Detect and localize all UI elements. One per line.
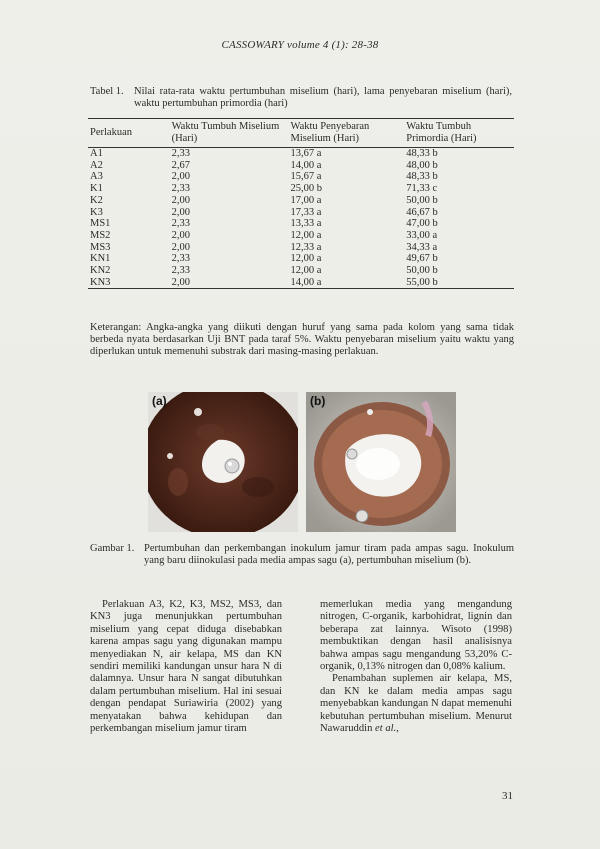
cell-waktu-tumbuh-miselium: 2,00: [171, 276, 190, 288]
cell-waktu-tumbuh-miselium: 2,67: [171, 159, 190, 171]
cell-waktu-tumbuh-primordia: 55,00 b: [406, 276, 438, 288]
figure-caption-text: Pertumbuhan dan perkembangan inokulum jamur tiram pada ampas sagu. Inokulum yang baru diinokulasi pada media ampas sagu (a), pertumbuhan miselium (b).: [144, 543, 514, 566]
photo-panel-a: [148, 392, 298, 532]
cell-waktu-tumbuh-miselium: 2,33: [171, 253, 190, 265]
table-row: [88, 171, 514, 183]
header-waktu-penyebaran-miselium: Waktu Penyebaran Miselium (Hari): [290, 121, 370, 144]
cell-perlakuan: KN3: [90, 276, 111, 288]
cell-waktu-tumbuh-miselium: 2,00: [171, 229, 190, 241]
cell-waktu-tumbuh-primordia: 33,00 a: [406, 229, 438, 241]
figure-caption: [90, 543, 514, 567]
table-row: [88, 183, 514, 195]
cell-waktu-tumbuh-primordia: 46,67 b: [406, 206, 438, 218]
cell-waktu-penyebaran-miselium: 14,00 a: [290, 159, 322, 171]
cell-waktu-tumbuh-primordia: 34,33 a: [406, 241, 438, 253]
cell-waktu-tumbuh-primordia: 48,00 b: [406, 159, 438, 171]
cell-perlakuan: MS1: [90, 218, 111, 230]
page-number: 31: [502, 790, 513, 802]
table-row: [88, 160, 514, 172]
cell-waktu-tumbuh-miselium: 2,00: [171, 241, 190, 253]
running-header: CASSOWARY volume 4 (1): 28-38: [221, 39, 379, 51]
paragraph-left: Perlakuan A3, K2, K3, MS2, MS3, dan KN3 juga menunjukkan pertumbuhan miselium yang cepat diduga disebabkan karena ampas sagu yang digunakan mampu menyediakan N, air kelapa, MS dan KN sendiri memiliki kandungan unsur hara N di dalamnya. Unsur hara N sangat dibutuhkan dalam pertumbuhan miselium. Hal ini sesuai dengan pendapat Suriawiria (2002) yang menyatakan bahwa kehidupan dan perkembangan miselium jamur tiram: [90, 599, 282, 735]
cell-perlakuan: A3: [90, 171, 103, 183]
header-perlakuan: Perlakuan: [90, 127, 132, 138]
panel-b-label: (b): [310, 394, 326, 408]
cell-perlakuan: KN1: [90, 253, 111, 265]
cell-waktu-tumbuh-miselium: 2,33: [171, 148, 190, 159]
paragraph-right-1: memerlukan media yang mengandung nitrogen, C-organik, karbohidrat, lignin dan beberapa zat lainnya. Wisoto (1998) membuktikan dengan hasil analisisnya bahwa ampas sagu mengandung 53,20% C-organik, 0,13% nitrogen dan 0,08% kalium.: [320, 599, 512, 673]
table-row: [88, 230, 514, 242]
cell-waktu-tumbuh-primordia: 50,00 b: [406, 265, 438, 277]
cell-perlakuan: MS3: [90, 241, 111, 253]
table-row: [88, 195, 514, 207]
table-row: [88, 253, 514, 265]
cell-waktu-penyebaran-miselium: 12,33 a: [290, 241, 322, 253]
photo-panel-b: [306, 392, 456, 532]
cell-perlakuan: MS2: [90, 229, 111, 241]
figure-caption-label: Gambar 1.: [90, 543, 135, 554]
cell-waktu-tumbuh-primordia: 48,33 b: [406, 171, 438, 183]
cell-waktu-tumbuh-primordia: 71,33 c: [406, 183, 438, 195]
cell-waktu-penyebaran-miselium: 12,00 a: [290, 253, 322, 265]
cell-waktu-penyebaran-miselium: 15,67 a: [290, 171, 322, 183]
cell-waktu-tumbuh-miselium: 2,00: [171, 171, 190, 183]
table-note: Keterangan: Angka-angka yang diikuti dengan huruf yang sama pada kolom yang sama tidak berbeda nyata berdasarkan Uji BNT pada taraf 5%. Waktu penyebaran miselium yaitu waktu yang diperlukan untuk memenuhi substrak dari masing-masing perlakuan.: [90, 322, 514, 357]
cell-perlakuan: A1: [90, 148, 103, 159]
paragraph-right-2: [320, 673, 512, 735]
table-caption-label: Tabel 1.: [90, 86, 124, 97]
cell-waktu-tumbuh-miselium: 2,33: [171, 218, 190, 230]
cell-perlakuan: K2: [90, 194, 103, 206]
table-caption-text: Nilai rata-rata waktu pertumbuhan miselium (hari), lama penyebaran miselium (hari), waktu pertumbuhan primordia (hari): [134, 86, 512, 109]
cell-waktu-tumbuh-miselium: 2,00: [171, 206, 190, 218]
table-row: [88, 148, 514, 160]
table-row: [88, 265, 514, 277]
cell-waktu-tumbuh-primordia: 48,33 b: [406, 148, 438, 159]
photo-a-image: [148, 392, 298, 532]
cell-perlakuan: A2: [90, 159, 103, 171]
cell-waktu-tumbuh-miselium: 2,33: [171, 265, 190, 277]
table-row: [88, 218, 514, 230]
table-row: [88, 242, 514, 254]
table-caption: [90, 86, 512, 110]
cell-waktu-penyebaran-miselium: 25,00 b: [290, 183, 323, 195]
header-waktu-tumbuh-miselium: Waktu Tumbuh Miselium (Hari): [171, 121, 280, 144]
cell-perlakuan: KN2: [90, 265, 111, 277]
et-al-italic: et al.: [375, 723, 397, 735]
body-column-right: [320, 599, 512, 735]
table-header-row: [88, 119, 514, 148]
cell-waktu-penyebaran-miselium: 17,33 a: [290, 206, 322, 218]
cell-waktu-tumbuh-primordia: 50,00 b: [406, 194, 438, 206]
cell-waktu-penyebaran-miselium: 12,00 a: [290, 229, 322, 241]
photo-b-image: [306, 392, 456, 532]
table-body: [88, 148, 514, 289]
cell-waktu-penyebaran-miselium: 13,33 a: [290, 218, 322, 230]
cell-waktu-penyebaran-miselium: 13,67 a: [290, 148, 322, 159]
body-column-left: [90, 599, 282, 735]
results-table: [88, 118, 514, 289]
cell-waktu-penyebaran-miselium: 14,00 a: [290, 276, 322, 288]
table-row: [88, 207, 514, 219]
cell-perlakuan: K3: [90, 206, 103, 218]
header-waktu-tumbuh-primordia: Waktu Tumbuh Primordia (Hari): [406, 121, 477, 144]
cell-perlakuan: K1: [90, 183, 103, 195]
cell-waktu-tumbuh-primordia: 47,00 b: [406, 218, 438, 230]
table-row: [88, 277, 514, 289]
cell-waktu-penyebaran-miselium: 17,00 a: [290, 194, 322, 206]
paragraph-right-2-end: ,: [396, 723, 399, 735]
paragraph-right-2-text: Penambahan suplemen air kelapa, MS, dan KN ke dalam media ampas sagu menyebabkan kandungan N dapat memenuhi kebutuhan pertumbuhan miselium. Menurut Nawaruddin: [320, 673, 512, 735]
cell-waktu-tumbuh-primordia: 49,67 b: [406, 253, 438, 265]
figure-1: [148, 392, 458, 532]
cell-waktu-penyebaran-miselium: 12,00 a: [290, 265, 322, 277]
cell-waktu-tumbuh-miselium: 2,00: [171, 194, 190, 206]
cell-waktu-tumbuh-miselium: 2,33: [171, 183, 190, 195]
panel-a-label: (a): [152, 394, 167, 408]
